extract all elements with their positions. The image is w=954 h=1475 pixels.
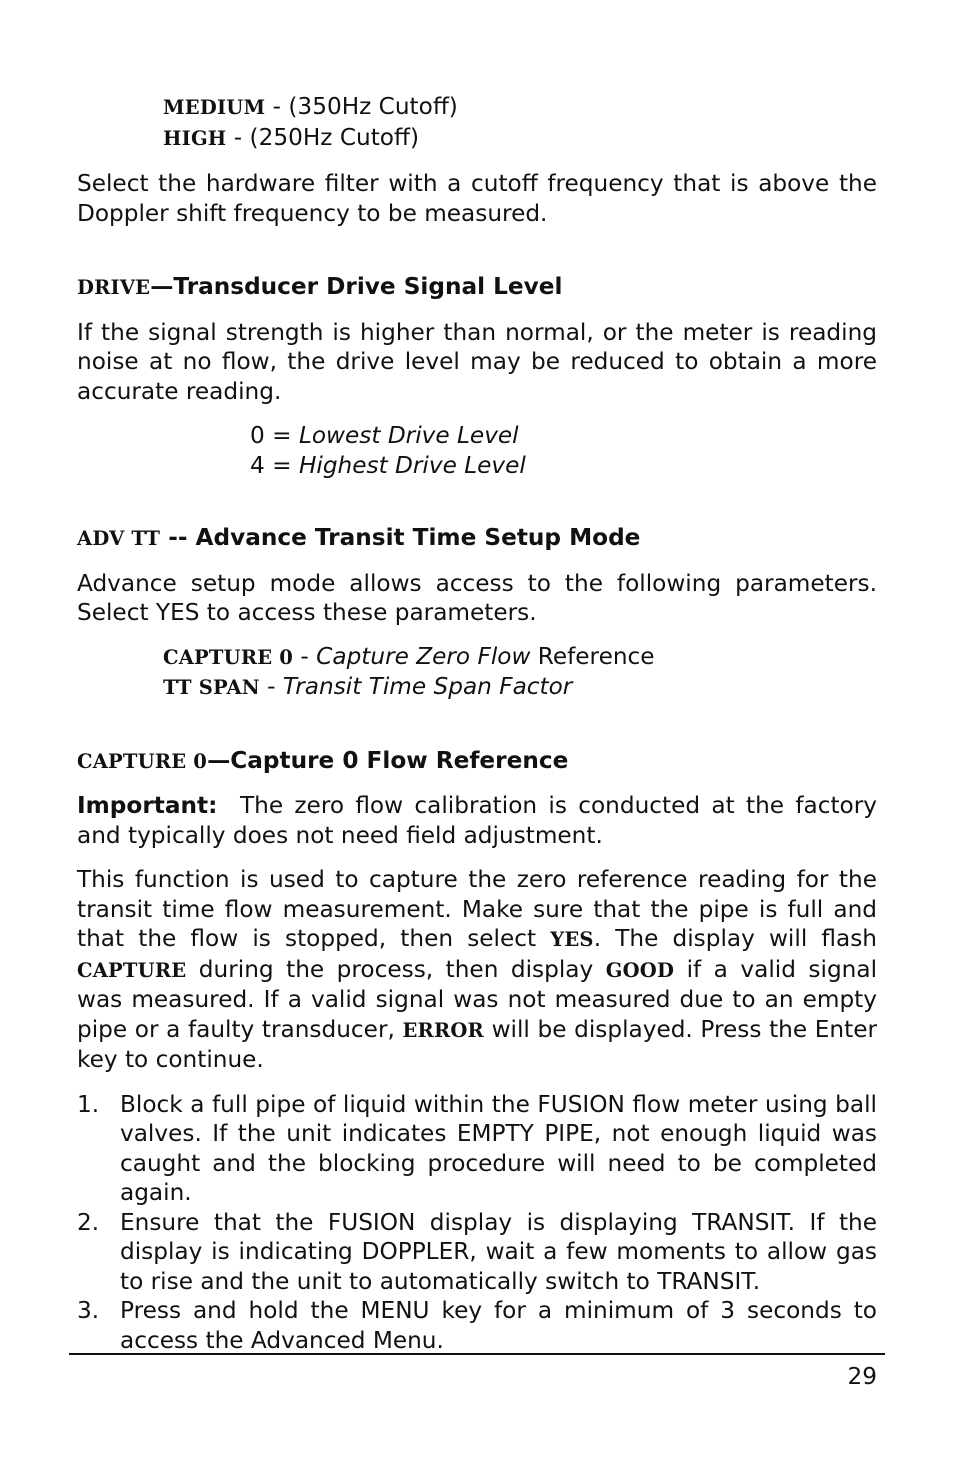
advtt-body: Advance setup mode allows access to the following parameters. Select YES to access these parameters.	[77, 569, 877, 626]
drive-level-highest: 4 = Highest Drive Level	[250, 451, 526, 479]
page-content	[77, 92, 885, 1355]
footer-rule	[69, 1353, 885, 1355]
list-item: 1. Block a full pipe of liquid within the FUSION flow meter using ball valves. If the unit indicates EMPTY PIPE, not enough liquid was caught and the blocking procedure will need to be completed again.	[77, 1090, 877, 1206]
capture-steps	[77, 1090, 877, 1356]
page-number: 29	[847, 1363, 877, 1390]
advtt-heading: ADV TT -- Advance Transit Time Setup Mode	[77, 524, 641, 551]
keyword: HIGH	[163, 127, 227, 150]
capture-heading: CAPTURE 0—Capture 0 Flow Reference	[77, 746, 569, 774]
list-item: 3. Press and hold the MENU key for a minimum of 3 seconds to access the Advanced Menu.	[77, 1297, 877, 1354]
drive-body: If the signal strength is higher than normal, or the meter is reading noise at no flow, the drive level may be reduced to obtain a more accurate reading.	[77, 318, 877, 405]
list-item: 2. Ensure that the FUSION display is displaying TRANSIT. If the display is indicating DOPPLER, wait a few moments to allow gas to rise and the unit to automatically switch to TRANSIT.	[77, 1208, 877, 1295]
advtt-param-ttspan: TT SPAN - Transit Time Span Factor	[163, 673, 573, 700]
drive-level-lowest: 0 = Lowest Drive Level	[250, 422, 519, 449]
capture-body: This function is used to capture the zero reference reading for the transit time flow measurement. Make sure that the pipe is full and that the flow is stopped, then select YES. The display will flash CAPTURE during the process, then display GOOD if a valid signal was measured. If a valid signal was not measured due to an empty pipe or a faulty transducer, ERROR will be displayed. Press the Enter key to continue.	[77, 866, 878, 1073]
capture-important: Important: The zero flow calibration is conducted at the factory and typically does not need field adjustment.	[77, 792, 885, 849]
advtt-param-capture: CAPTURE 0 - Capture Zero Flow Reference	[163, 642, 655, 670]
keyword: MEDIUM	[163, 96, 266, 119]
drive-heading: DRIVE—Transducer Drive Signal Level	[77, 273, 563, 300]
filter-note: Select the hardware filter with a cutoff frequency that is above the Doppler shift frequency to be measured.	[77, 170, 877, 227]
filter-option-high: HIGH - (250Hz Cutoff)	[163, 124, 420, 151]
filter-option-medium: MEDIUM - (350Hz Cutoff)	[163, 93, 458, 120]
